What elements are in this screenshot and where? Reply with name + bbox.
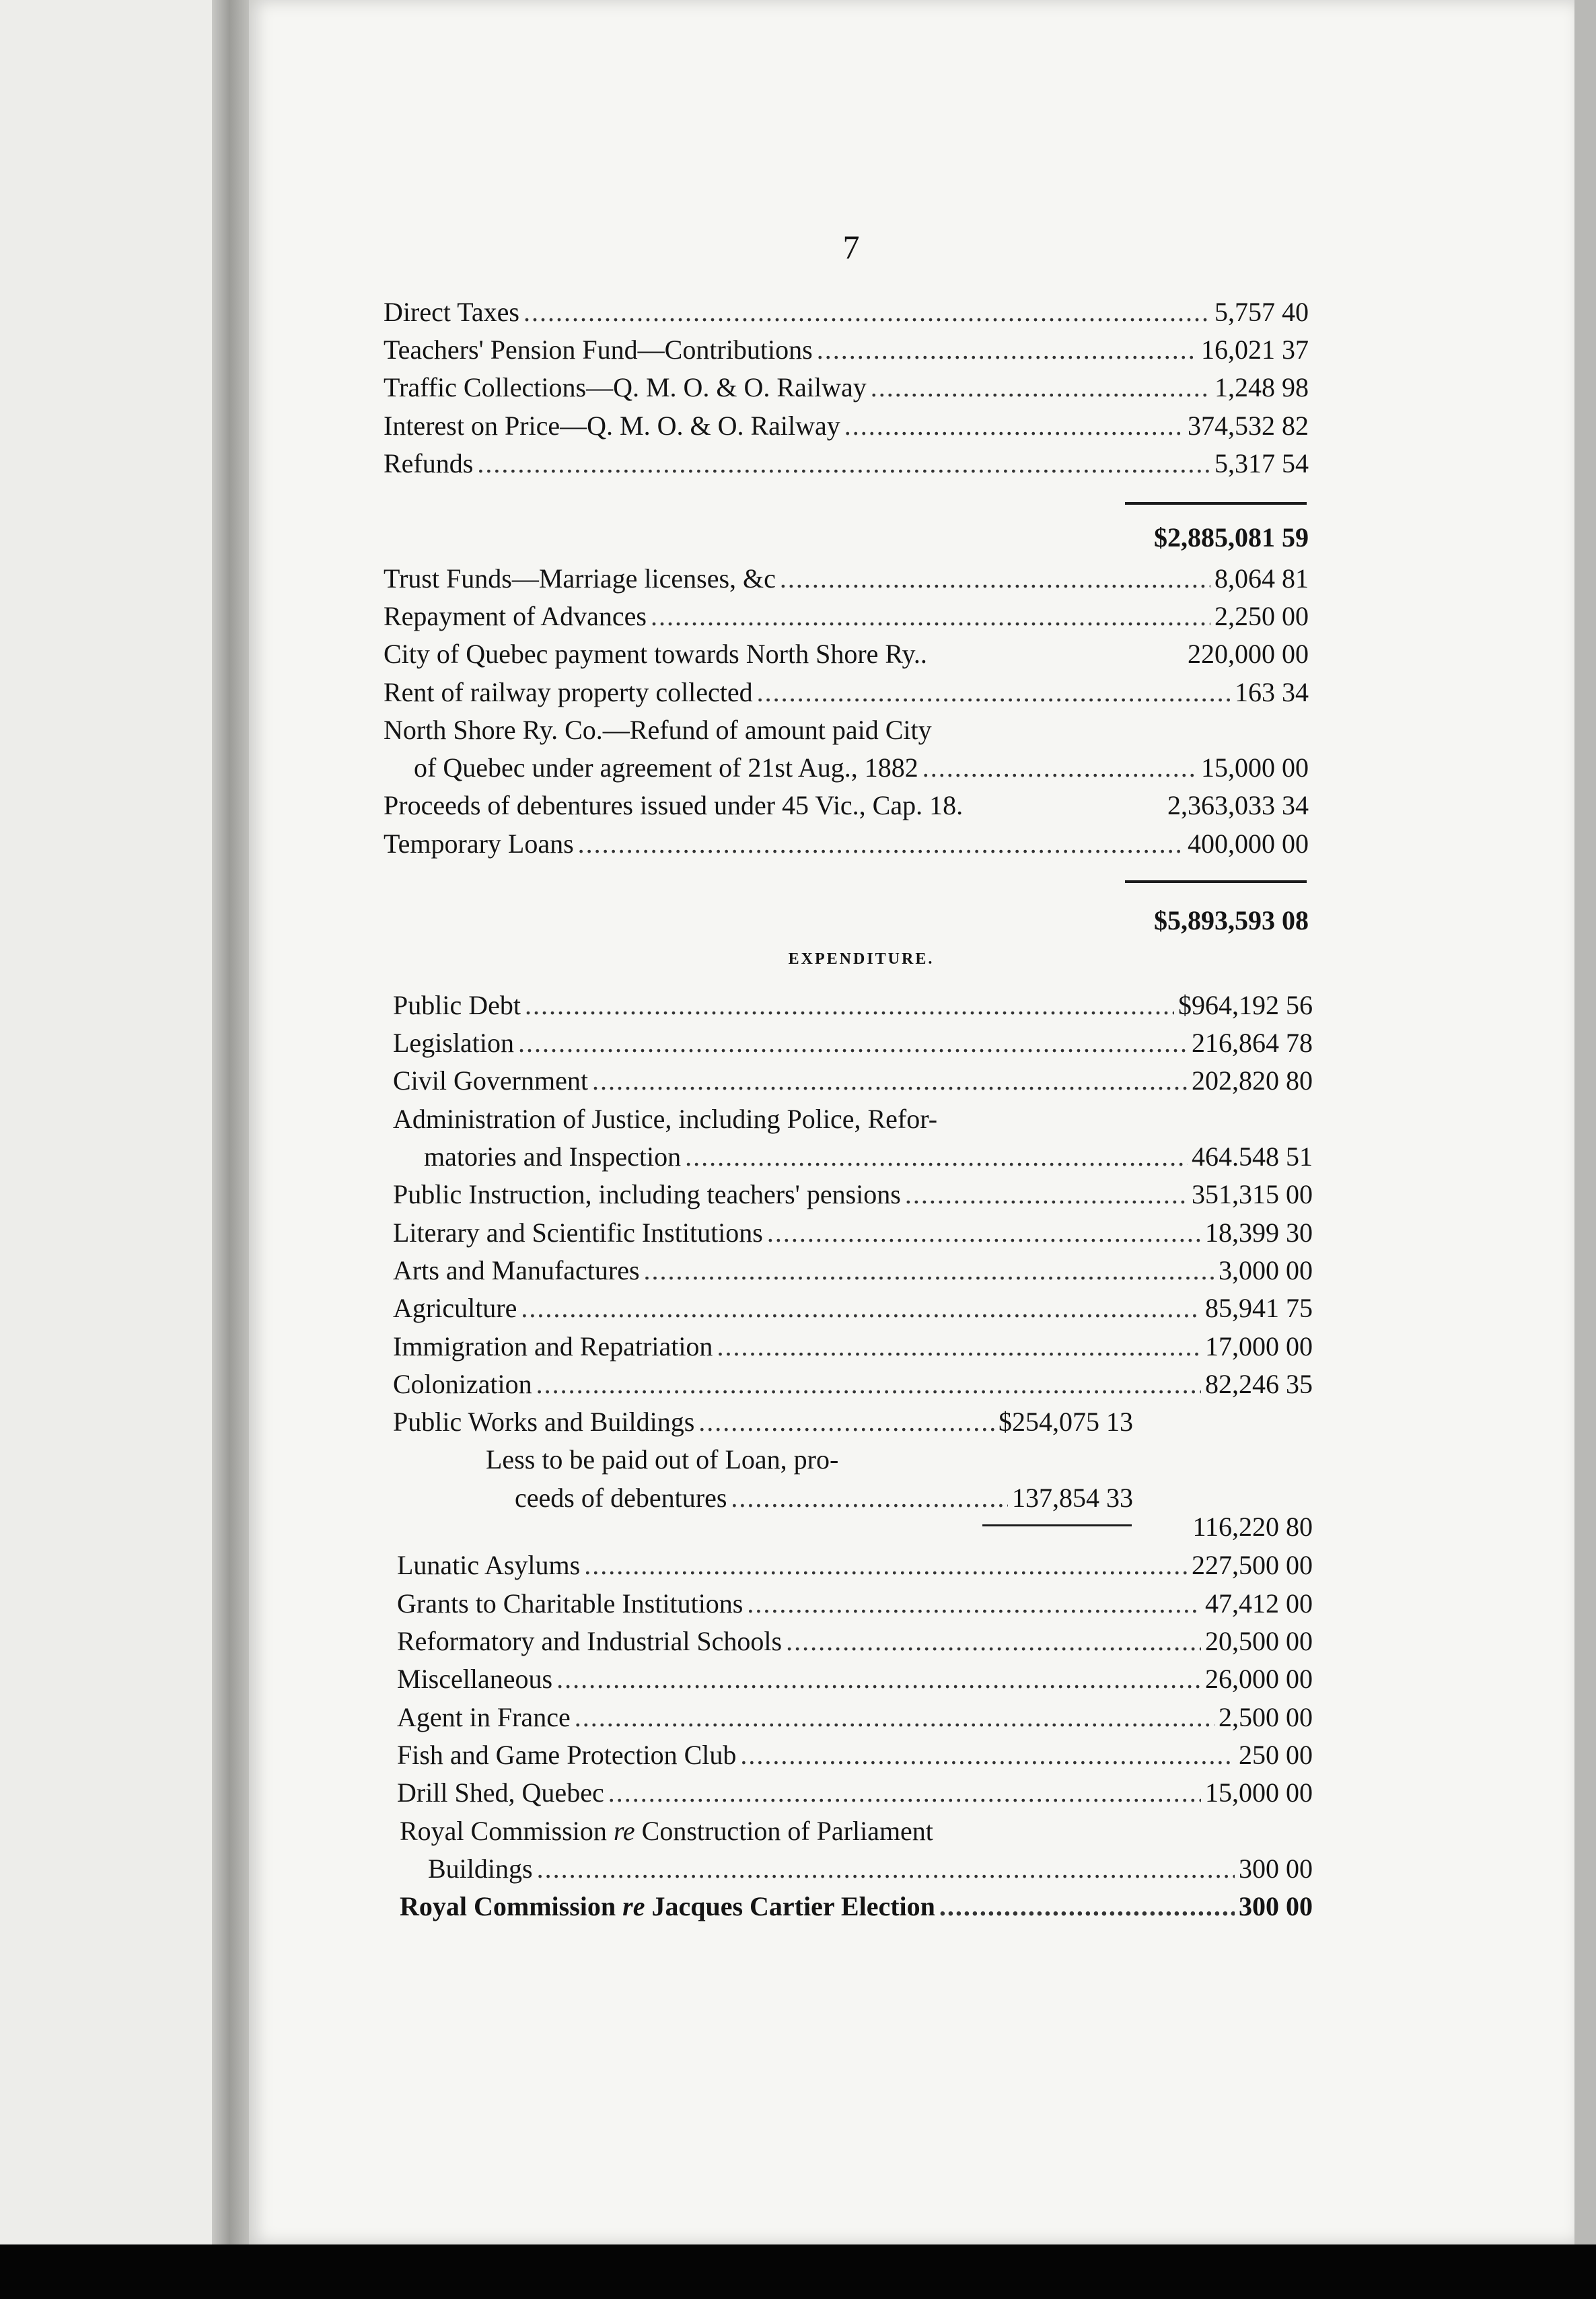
receipt-row (384, 638, 1309, 673)
row-label: ceeds of debentures (515, 1483, 727, 1513)
receipt-row (384, 334, 1309, 369)
row-label: Buildings (428, 1853, 533, 1884)
leader-dots (767, 1217, 1201, 1248)
row-amount: 400,000 00 (1188, 828, 1309, 859)
row-amount: 16,021 37 (1201, 334, 1309, 365)
sum-rule (1125, 502, 1307, 505)
leader-dots (523, 296, 1210, 328)
grand-total-amount: $5,893,593 08 (1154, 905, 1309, 935)
row-amount: 85,941 75 (1205, 1293, 1313, 1323)
row-amount: 15,000 00 (1205, 1777, 1313, 1808)
row-label (400, 1815, 933, 1847)
leader-dots (844, 410, 1184, 441)
label-part: Jacques Cartier Election (645, 1891, 935, 1921)
leader-dots (521, 1292, 1201, 1324)
leader-dots (780, 563, 1210, 594)
leader-dots (817, 334, 1197, 365)
row-label: Reformatory and Industrial Schools (397, 1626, 783, 1656)
label-part: re (622, 1891, 645, 1921)
expenditure-row (393, 1027, 1313, 1062)
expenditure-row (393, 1406, 1133, 1441)
row-amount: 374,532 82 (1188, 411, 1309, 441)
expenditure-row (424, 1141, 1313, 1176)
expenditure-row (393, 1331, 1313, 1366)
row-label: Civil Government (393, 1065, 588, 1096)
leader-dots (578, 828, 1184, 859)
row-amount: $964,192 56 (1178, 990, 1313, 1020)
row-label: Colonization (393, 1369, 532, 1399)
row-label: Public Debt (393, 990, 521, 1020)
row-label: Literary and Scientific Institutions (393, 1217, 763, 1248)
leader-dots (922, 752, 1197, 783)
leader-dots (592, 1065, 1188, 1096)
row-label: Grants to Charitable Institutions (397, 1588, 743, 1619)
expenditure-row (393, 1103, 1313, 1138)
row-label: Legislation (393, 1028, 514, 1058)
leader-dots (698, 1406, 994, 1438)
row-label: City of Quebec payment towards North Shore Ry.. (384, 639, 927, 669)
leader-dots (536, 1368, 1201, 1400)
receipt-row (384, 676, 1309, 711)
row-amount: 116,220 80 (1192, 1512, 1313, 1542)
page-number: 7 (842, 228, 860, 266)
expenditure-row (428, 1853, 1313, 1888)
row-label: Refunds (384, 448, 474, 479)
leader-dots (939, 1890, 1235, 1922)
receipt-row (384, 563, 1309, 598)
label-part: re (613, 1816, 635, 1846)
expenditure-row (397, 1588, 1313, 1623)
receipt-row (384, 448, 1309, 483)
expenditure-row (397, 1701, 1313, 1736)
leader-dots (518, 1027, 1188, 1059)
receipt-row (384, 296, 1309, 331)
page-edge (1574, 0, 1596, 2244)
row-amount: 26,000 00 (1205, 1664, 1313, 1694)
receipt-row (384, 789, 1309, 824)
leader-dots (757, 676, 1231, 708)
row-amount: 5,317 54 (1214, 448, 1309, 479)
leader-dots (644, 1254, 1214, 1286)
leader-dots (731, 1482, 1008, 1514)
leader-dots (740, 1739, 1235, 1771)
row-label: Temporary Loans (384, 828, 574, 859)
row-amount: 17,000 00 (1205, 1331, 1313, 1361)
row-amount: 5,757 40 (1214, 297, 1309, 327)
label-part: Royal Commission (400, 1816, 614, 1846)
row-amount: 351,315 00 (1192, 1179, 1313, 1209)
row-amount: $254,075 13 (999, 1407, 1133, 1437)
leader-dots (537, 1853, 1235, 1884)
row-amount: 163 34 (1235, 677, 1309, 707)
row-amount: 2,250 00 (1214, 601, 1309, 631)
expenditure-row (400, 1890, 1313, 1925)
row-label: Trust Funds—Marriage licenses, &c (384, 563, 776, 594)
expenditure-row (393, 1254, 1313, 1289)
leader-dots (871, 372, 1210, 403)
receipt-row (384, 828, 1309, 863)
scan-border (0, 2244, 1596, 2299)
expenditure-row (515, 1482, 1133, 1517)
leader-dots (584, 1549, 1188, 1581)
row-label: Public Works and Buildings (393, 1407, 695, 1437)
leader-dots (608, 1777, 1201, 1808)
row-amount: 82,246 35 (1205, 1369, 1313, 1399)
row-amount: 3,000 00 (1219, 1255, 1313, 1285)
row-label: Arts and Manufactures (393, 1255, 640, 1285)
row-amount: 202,820 80 (1192, 1065, 1313, 1096)
receipt-row (384, 372, 1309, 406)
expenditure-row (393, 1065, 1313, 1100)
row-amount: 47,412 00 (1205, 1588, 1313, 1619)
row-amount: 220,000 00 (1188, 639, 1309, 669)
row-label: Rent of railway property collected (384, 677, 753, 707)
row-amount: 2,500 00 (1219, 1702, 1313, 1732)
expenditure-row (393, 1178, 1313, 1213)
row-label: North Shore Ry. Co.—Refund of amount paid City (384, 715, 932, 745)
row-label: Lunatic Asylums (397, 1550, 581, 1580)
receipt-row (384, 410, 1309, 445)
leader-dots (651, 600, 1210, 632)
expenditure-row (400, 1815, 1313, 1850)
row-label: Drill Shed, Quebec (397, 1777, 604, 1808)
row-amount: 216,864 78 (1192, 1028, 1313, 1058)
expenditure-row (393, 989, 1313, 1024)
receipt-row (384, 714, 1309, 749)
row-label (400, 1890, 935, 1922)
row-label: Proceeds of debentures issued under 45 Vic., Cap. 18. (384, 790, 964, 820)
sum-rule (1125, 880, 1307, 883)
row-amount: 300 00 (1239, 1853, 1313, 1884)
leader-dots (575, 1701, 1214, 1733)
leader-dots (556, 1663, 1201, 1695)
row-label: Repayment of Advances (384, 601, 647, 631)
row-label: Fish and Game Protection Club (397, 1740, 737, 1770)
row-amount: 8,064 81 (1214, 563, 1309, 594)
expenditure-row (397, 1663, 1313, 1698)
expenditure-row (397, 1549, 1313, 1584)
row-label: of Quebec under agreement of 21st Aug., 1882 (414, 752, 918, 783)
row-label: Less to be paid out of Loan, pro- (486, 1444, 839, 1475)
row-label: Agent in France (397, 1702, 571, 1732)
leader-dots (905, 1178, 1188, 1210)
row-label: Public Instruction, including teachers' pensions (393, 1179, 901, 1209)
expenditure-row (397, 1777, 1313, 1812)
expenditure-row (393, 1368, 1313, 1403)
row-label: Interest on Price—Q. M. O. & O. Railway (384, 411, 840, 441)
expenditure-row (397, 1739, 1313, 1774)
row-amount: 20,500 00 (1205, 1626, 1313, 1656)
left-page (0, 0, 222, 2244)
expenditure-row (393, 1217, 1313, 1252)
expenditure-row (397, 1625, 1313, 1660)
receipt-row (414, 752, 1309, 787)
row-amount: 137,854 33 (1012, 1483, 1133, 1513)
row-amount: 300 00 (1239, 1891, 1313, 1921)
expenditure-heading: EXPENDITURE. (788, 950, 935, 968)
leader-dots (747, 1588, 1201, 1619)
row-label: Traffic Collections—Q. M. O. & O. Railway (384, 372, 867, 402)
row-label: Miscellaneous (397, 1664, 553, 1694)
leader-dots (477, 448, 1210, 479)
receipt-row (384, 600, 1309, 635)
label-part: Construction of Parliament (634, 1816, 933, 1846)
leader-dots (685, 1141, 1188, 1172)
row-label: Teachers' Pension Fund—Contributions (384, 334, 813, 365)
leader-dots (717, 1331, 1201, 1362)
row-label: Immigration and Repatriation (393, 1331, 713, 1361)
row-amount: 464.548 51 (1192, 1141, 1313, 1172)
row-amount: 1,248 98 (1214, 372, 1309, 402)
leader-dots (525, 989, 1174, 1021)
row-amount: 18,399 30 (1205, 1217, 1313, 1248)
expenditure-row (486, 1444, 1024, 1479)
row-amount: 227,500 00 (1192, 1550, 1313, 1580)
row-amount: 15,000 00 (1201, 752, 1309, 783)
row-label: Agriculture (393, 1293, 517, 1323)
label-part: Royal Commission (400, 1891, 623, 1921)
leader-dots (786, 1625, 1201, 1657)
row-amount: 2,363,033 34 (1167, 790, 1309, 820)
row-label: Direct Taxes (384, 297, 519, 327)
expenditure-row (393, 1292, 1313, 1327)
row-label: matories and Inspection (424, 1141, 682, 1172)
row-amount: 250 00 (1239, 1740, 1313, 1770)
subtotal-amount: $2,885,081 59 (1154, 522, 1309, 553)
row-label: Administration of Justice, including Police, Refor- (393, 1104, 938, 1134)
